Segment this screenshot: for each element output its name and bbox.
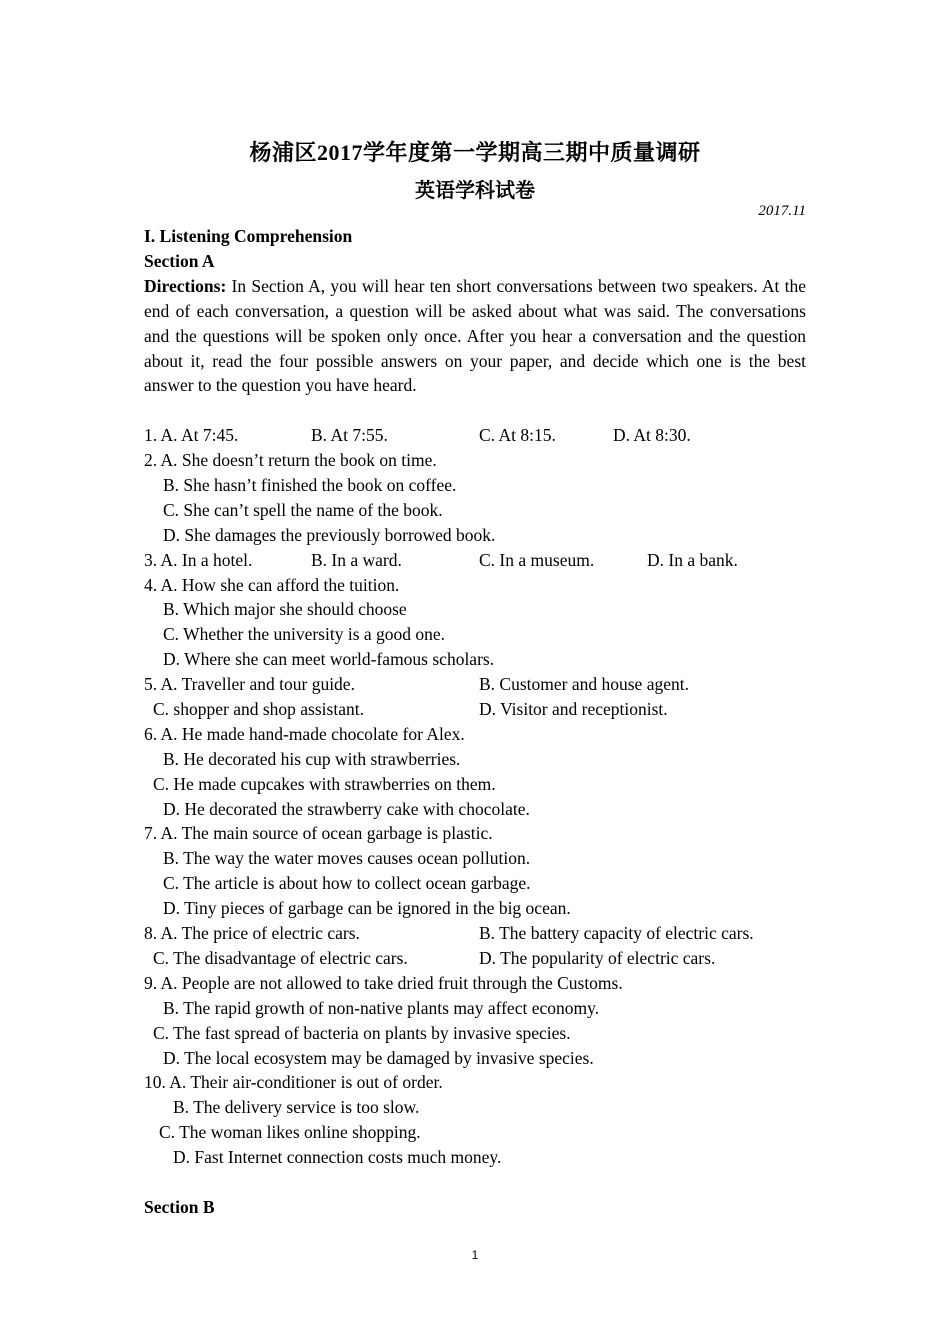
q10-option-b: B. The delivery service is too slow. (173, 1097, 420, 1118)
question-8-row-1 (144, 921, 806, 946)
q9-option-a: 9. A. People are not allowed to take dried fruit through the Customs. (144, 972, 623, 993)
q8-option-d: D. The popularity of electric cars. (479, 947, 716, 968)
question-8-row-2 (144, 946, 806, 971)
q3-option-a: 3. A. In a hotel. (144, 549, 253, 570)
spacer (144, 398, 806, 423)
section-a-heading: Section A (144, 250, 215, 271)
q6-option-d: D. He decorated the strawberry cake with chocolate. (163, 798, 530, 819)
page-number: 1 (471, 1248, 479, 1262)
exam-content (144, 224, 806, 1220)
q2-option-c: C. She can’t spell the name of the book. (163, 499, 443, 520)
question-5-row-2 (144, 697, 806, 722)
q5-option-d: D. Visitor and receptionist. (479, 699, 668, 720)
q4-option-d: D. Where she can meet world-famous scholars. (163, 649, 495, 670)
q6-option-b: B. He decorated his cup with strawberries. (163, 748, 461, 769)
question-3 (144, 548, 806, 573)
q10-option-a: 10. A. Their air-conditioner is out of order. (144, 1072, 443, 1093)
q9-option-d: D. The local ecosystem may be damaged by invasive species. (163, 1047, 594, 1068)
q3-option-d: D. In a bank. (647, 549, 738, 570)
q7-option-a: 7. A. The main source of ocean garbage is plastic. (144, 823, 493, 844)
q4-option-b: B. Which major she should choose (163, 599, 407, 620)
exam-date: 2017.11 (758, 203, 806, 219)
question-1 (144, 423, 806, 448)
q1-option-c: C. At 8:15. (479, 425, 556, 446)
q4-option-a: 4. A. How she can afford the tuition. (144, 574, 400, 595)
q6-option-c: C. He made cupcakes with strawberries on them. (153, 773, 496, 794)
q1-option-a: 1. A. At 7:45. (144, 425, 239, 446)
q6-option-a: 6. A. He made hand-made chocolate for Alex. (144, 723, 465, 744)
q8-option-b: B. The battery capacity of electric cars. (479, 923, 754, 944)
q10-option-d: D. Fast Internet connection costs much money. (173, 1147, 502, 1168)
q7-option-d: D. Tiny pieces of garbage can be ignored in the big ocean. (163, 898, 571, 919)
question-5-row-1 (144, 672, 806, 697)
q5-option-b: B. Customer and house agent. (479, 674, 689, 695)
q7-option-c: C. The article is about how to collect ocean garbage. (163, 873, 531, 894)
q1-option-d: D. At 8:30. (613, 425, 691, 446)
q10-option-c: C. The woman likes online shopping. (159, 1122, 421, 1143)
q2-option-a: 2. A. She doesn’t return the book on time. (144, 450, 437, 471)
q5-option-c: C. shopper and shop assistant. (153, 699, 364, 720)
q5-option-a: 5. A. Traveller and tour guide. (144, 674, 355, 695)
q7-option-b: B. The way the water moves causes ocean pollution. (163, 848, 531, 869)
q1-option-b: B. At 7:55. (311, 425, 388, 446)
part-heading: I. Listening Comprehension (144, 226, 353, 246)
directions-text: In Section A, you will hear ten short conversations between two speakers. At the end of each conversation, a question will be asked about what was said. The conversations and the questions will be spoken only once. After you hear a conversation and the question about it, read the four possible answers on your paper, and decide which one is the best answer to the question you have heard. (144, 275, 806, 396)
q2-option-b: B. She hasn’t finished the book on coffee. (163, 475, 457, 496)
q9-option-b: B. The rapid growth of non-native plants may affect economy. (163, 997, 600, 1018)
spacer (144, 1170, 806, 1195)
section-b-heading: Section B (144, 1196, 215, 1217)
q8-option-a: 8. A. The price of electric cars. (144, 923, 360, 944)
q2-option-d: D. She damages the previously borrowed book. (163, 524, 496, 545)
exam-subtitle: 英语学科试卷 (415, 180, 535, 202)
directions-paragraph (144, 274, 806, 399)
q4-option-c: C. Whether the university is a good one. (163, 624, 446, 645)
q3-option-b: B. In a ward. (311, 549, 402, 570)
q3-option-c: C. In a museum. (479, 549, 595, 570)
exam-title: 杨浦区2017学年度第一学期高三期中质量调研 (249, 140, 701, 165)
q8-option-c: C. The disadvantage of electric cars. (153, 947, 408, 968)
directions-label: Directions: (144, 275, 227, 296)
q9-option-c: C. The fast spread of bacteria on plants by invasive species. (153, 1022, 571, 1043)
